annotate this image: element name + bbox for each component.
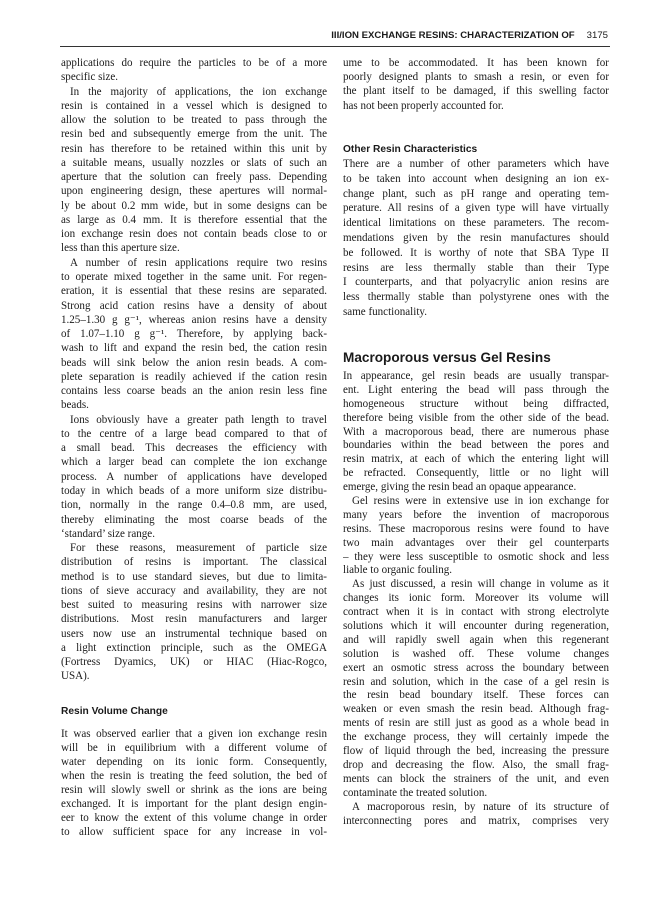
text-line: will be in equilibrium with a different volume of	[61, 742, 327, 754]
text-line: liable to organic fouling.	[343, 564, 453, 577]
text-line: eer to know the extent of this volume change in order	[61, 812, 327, 824]
right-column-text-2	[343, 157, 609, 320]
text-line: identical limitations on these parameters. The recom-	[343, 217, 609, 230]
text-line: the resin bead boundary itself. These forces can	[343, 689, 609, 702]
text-line: boundaries within the bead between the pores and	[343, 439, 609, 452]
right-column-text-1	[343, 56, 609, 113]
text-line: homogeneous structure without being diffracted,	[343, 397, 609, 410]
text-line: eration, it is essential that these resins are separated.	[61, 285, 327, 298]
text-line: resin has therefore to be retained within this unit by	[61, 142, 327, 155]
text-line: best suited to measuring resins with narrower size	[61, 599, 327, 612]
text-line: therefore being visible from the other side of the bead.	[343, 411, 609, 424]
text-line: With a macroporous bead, there are numerous phase	[343, 425, 609, 438]
text-line: weaken or even smash the resin bead. Although frag-	[343, 703, 609, 716]
heading-macroporous-vs-gel: Macroporous versus Gel Resins	[343, 350, 551, 365]
section-title: III/ION EXCHANGE RESINS: CHARACTERIZATION OF	[331, 30, 575, 41]
text-line: flow of liquid through the bed, increasing the pressure	[343, 745, 609, 758]
text-line: to the centre of a large bead compared to that of	[61, 427, 327, 440]
text-line: thereby eliminating the most coarse beads of the	[61, 513, 327, 526]
text-line: There are a number of other parameters which have	[343, 158, 609, 170]
left-column-text-2	[61, 727, 327, 839]
text-line: ion exchange resin does not contain beads close to or	[61, 228, 327, 241]
text-line: specific size.	[61, 71, 119, 84]
text-line: same functionality.	[343, 305, 427, 318]
text-line: USA).	[61, 670, 90, 683]
text-line: many years before the invention of macroporous	[343, 508, 609, 521]
text-line: emerge, giving the resin bead an opaque appearance.	[343, 481, 577, 494]
text-line: As just discussed, a resin will change in volume as it	[352, 578, 609, 591]
text-line: upon engineering design, these apertures will normal-	[61, 185, 327, 198]
text-line: – they were less susceptible to osmotic shock and less	[343, 550, 609, 563]
text-line: In the majority of applications, the ion exchange	[70, 85, 327, 98]
text-line: contains less coarse beads an the anion resin less fine	[61, 385, 327, 398]
running-header	[331, 30, 608, 41]
text-line: water depending on its ionic form. Consequently,	[61, 756, 327, 768]
text-line: ume to be accommodated. It has been known for	[343, 57, 609, 69]
text-line: to operate mixed together in the same unit. For regen-	[61, 270, 327, 283]
text-line: distributions. Most resin manufacturers and larger	[61, 613, 327, 626]
text-line: of 1.07–1.10 g g⁻¹. Therefore, by applying back-	[61, 328, 327, 341]
text-line: solutions which it will encounter during regeneration,	[343, 620, 609, 633]
text-line: interconnecting pores and matrix, comprises very	[343, 814, 609, 827]
text-line: and will rapidly swell again when this regenerant	[343, 633, 609, 646]
text-line: users now use an instrumental technique based on	[61, 627, 327, 640]
text-line: I counterparts, and that polyacrylic anion resins are	[343, 276, 609, 289]
text-line: less than this aperture size.	[61, 242, 180, 255]
text-line: resins are less thermally stable than their Type	[343, 261, 609, 274]
text-line: today in which beads of a more uniform size distribu-	[61, 484, 327, 497]
text-line: tions of sieve accuracy and availability, they are not	[61, 584, 327, 597]
text-line: resin is contained in a vessel which is designed to	[61, 99, 327, 112]
text-line: wash to lift and expand the resin bed, the cation resin	[61, 342, 327, 355]
text-line: two main advantages over their gel counterparts	[343, 536, 609, 549]
text-line: For these reasons, measurement of particle size	[70, 542, 327, 555]
text-line: resin bed and subsequently emerge from the unit. The	[61, 128, 327, 141]
right-column-text-3	[343, 370, 609, 828]
text-line: when the resin is treating the feed solution, the bed of	[61, 770, 327, 782]
text-line: In appearance, gel resin beads are usually transpar-	[343, 370, 609, 382]
text-line: to be taken into account when designing an ion ex-	[343, 172, 609, 185]
text-line: a small bead. This decreases the efficiency with	[61, 442, 327, 455]
text-line: beads.	[61, 399, 89, 412]
text-line: method is to use standard sieves, but due to limita-	[61, 570, 327, 583]
text-line: allow the solution to be treated to pass through the	[61, 114, 327, 127]
text-line: Gel resins were in extensive use in ion exchange for	[352, 495, 609, 508]
text-line: solution is washed off. These volume changes	[343, 647, 609, 660]
text-line: resin will slowly swell or shrink as the ions are being	[61, 784, 327, 796]
text-line: A number of resin applications require two resins	[70, 256, 327, 269]
text-line: has not been properly accounted for.	[343, 99, 504, 112]
text-line: a light extinction principle, such as the OMEGA	[61, 641, 327, 654]
text-line: be refracted. Consequently, little or no light will	[343, 467, 609, 480]
text-line: a suitable means, usually nozzles or slats of such an	[61, 156, 327, 169]
text-line: Ions obviously have a greater path length to travel	[70, 413, 327, 426]
text-line: contract when it is in contact with strong electrolyte	[343, 606, 609, 619]
heading-resin-volume-change: Resin Volume Change	[61, 706, 168, 717]
text-line: 1.25–1.30 g g⁻¹, whereas anion resins have a density	[61, 313, 327, 326]
text-line: be followed. It is worthy of note that SBA Type II	[343, 246, 609, 259]
text-line: plete separation is readily achieved if the cation resin	[61, 370, 327, 383]
text-line: the exchange process, they will certainly impede the	[343, 731, 609, 744]
text-line: beads will sink below the anion resin beads. A com-	[61, 356, 327, 369]
text-line: resins. These macroporous resins were found to have	[343, 522, 609, 535]
text-line: the plant itself to be damaged, if this swelling factor	[343, 85, 609, 98]
text-line: ent. Light entering the bead will pass through the	[343, 383, 609, 396]
text-line: exchanged. It is important for the plant design engin-	[61, 798, 327, 810]
text-line: ments can block the strainers of the unit, and even	[343, 772, 609, 785]
text-line: aperture that the solution can freely pass. Depending	[61, 171, 327, 184]
text-line: changes its ionic form. Moreover its volume will	[343, 592, 609, 605]
text-line: drop and decreasing the flow. Also, the small frag-	[343, 758, 609, 771]
text-line: A macroporous resin, by nature of its structure of	[352, 800, 609, 813]
text-line: ‘standard’ size range.	[61, 527, 155, 540]
text-line: (Fortress Dyamics, UK) or HIAC (Hiac-Rogco,	[61, 656, 327, 669]
text-line: perature. All resins of a given type will have virtually	[343, 202, 609, 215]
text-line: resin and solution, which in the case of a gel resin is	[343, 675, 609, 688]
text-line: which a larger bead can complete the ion exchange	[61, 456, 327, 469]
text-line: as large as 0.4 mm. It is therefore essential that the	[61, 213, 327, 226]
text-line: mendations given by the resin manufactures should	[343, 231, 609, 244]
text-line: exert an osmotic stress across the boundary between	[343, 661, 609, 674]
text-line: tion, normally in the range 0.4–0.8 mm, are used,	[61, 499, 327, 512]
left-column-text-1	[61, 56, 327, 684]
text-line: distribution of resins is important. The classical	[61, 556, 327, 569]
text-line: contaminate the treated solution.	[343, 786, 488, 799]
text-line: process. A number of applications have developed	[61, 470, 327, 483]
page-number: 3175	[586, 30, 608, 41]
text-line: ments of resin are still just as good as a whole bead in	[343, 717, 609, 730]
text-line: poorly designed plants to smash a resin, or even for	[343, 71, 609, 84]
text-line: ly be about 0.2 mm wide, but in some designs can be	[61, 199, 327, 212]
text-line: applications do require the particles to be of a more	[61, 57, 327, 69]
text-line: Strong acid cation resins have a density of about	[61, 299, 327, 312]
text-line: less thermally stable than polystyrene ones with the	[343, 291, 609, 304]
text-line: It was observed earlier that a given ion exchange resin	[61, 728, 327, 740]
text-line: to allow sufficient space for any increase in vol-	[61, 826, 327, 838]
header-rule	[60, 46, 610, 47]
text-line: change plant, such as pH range and operating tem-	[343, 187, 609, 200]
heading-other-resin-characteristics: Other Resin Characteristics	[343, 144, 478, 155]
text-line: resin matrix, at each of which the entering light will	[343, 453, 609, 466]
